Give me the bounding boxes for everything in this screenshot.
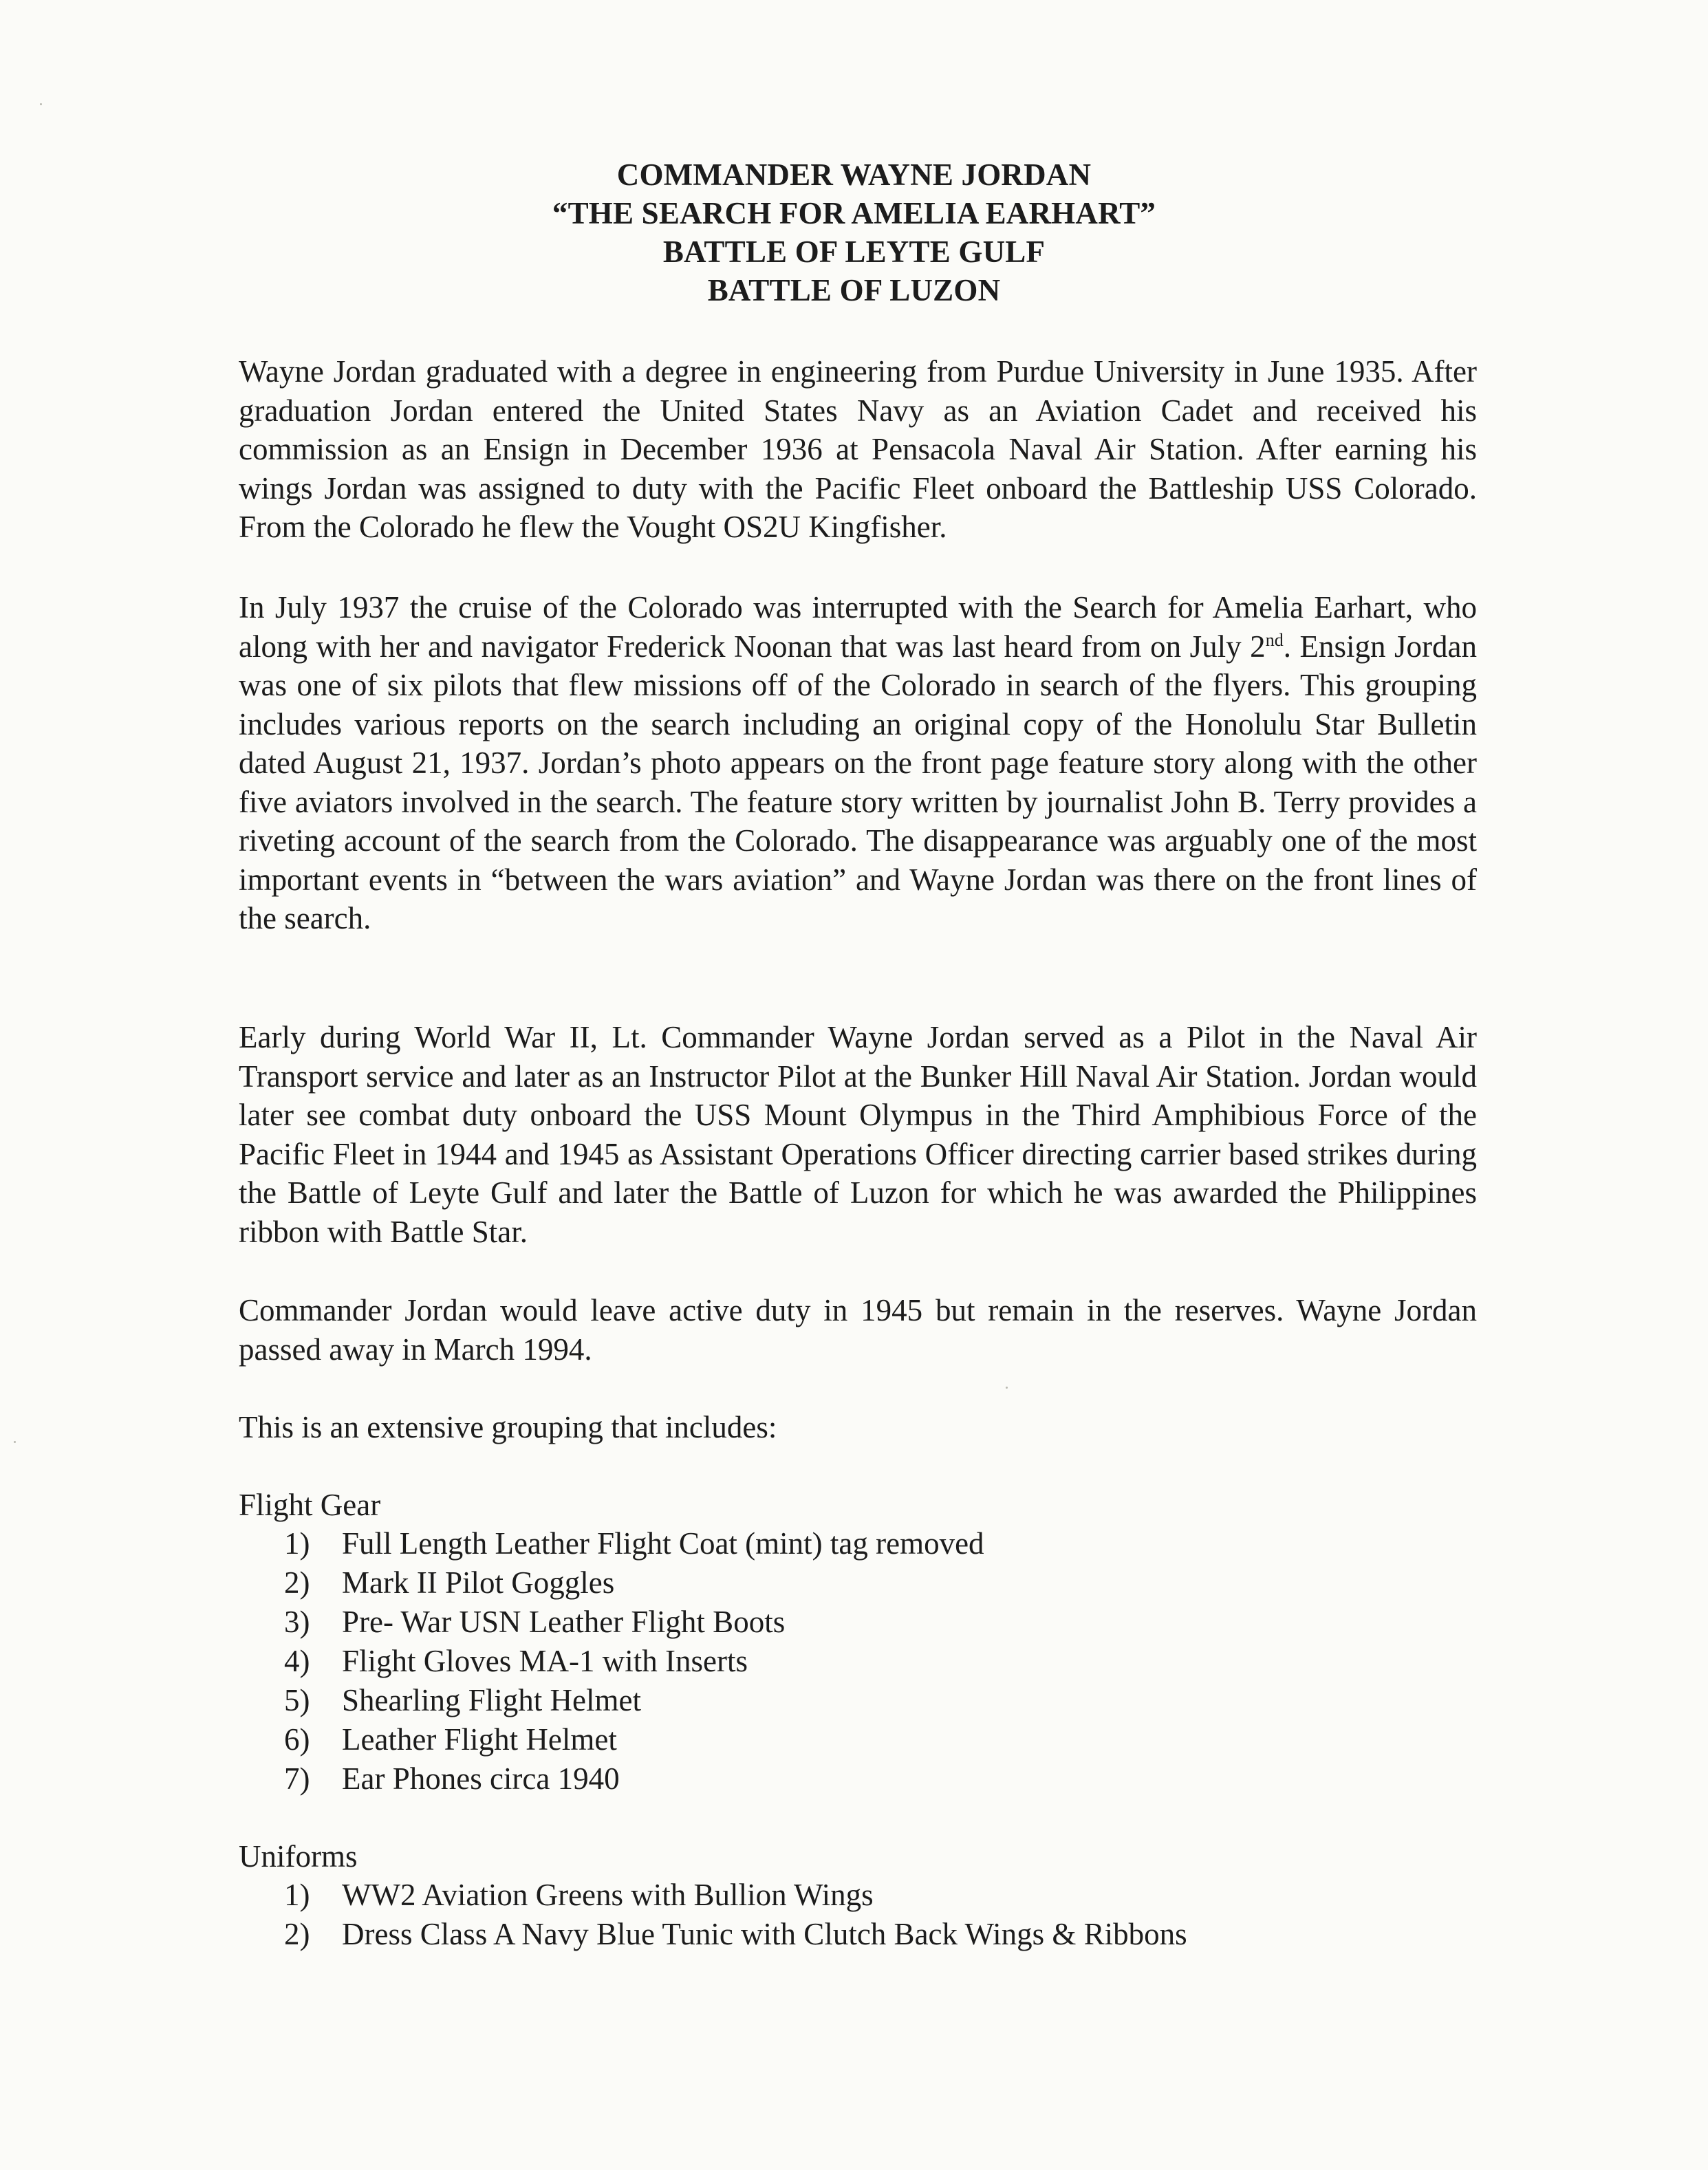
- list-item-text: Mark II Pilot Goggles: [342, 1565, 615, 1600]
- flight-gear-heading: Flight Gear: [239, 1488, 381, 1522]
- title-line-3: BATTLE OF LEYTE GULF: [662, 235, 1046, 269]
- list-item-text: Flight Gloves MA-1 with Inserts: [342, 1644, 748, 1678]
- list-item-text: Pre- War USN Leather Flight Boots: [342, 1605, 786, 1639]
- paragraph-earhart-search-part-1: In July 1937 the cruise of the Colorado was interrupted with the Search for Amelia Earhart, who along with her and navigator Frederick Noonan that was last heard from on July 2: [239, 590, 1477, 664]
- list-item: [284, 1642, 984, 1681]
- list-item: [284, 1603, 984, 1642]
- list-item-number: 2): [284, 1565, 310, 1600]
- list-item-text: Dress Class A Navy Blue Tunic with Clutch Back Wings & Ribbons: [342, 1917, 1187, 1951]
- paragraph-retirement: Commander Jordan would leave active duty in 1945 but remain in the reserves. Wayne Jordan passed away in March 1994.: [239, 1293, 1477, 1367]
- paragraph-earhart-search-part-2: . Ensign Jordan was one of six pilots that flew missions off of the Colorado in search of the flyers. This grouping includes various reports on the search including an original copy of the Honolulu Star Bulletin dated August 21, 1937. Jordan’s photo appears on the front page feature story along with the other five aviators involved in the search. The feature story written by journalist John B. Terry provides a riveting account of the search from the Colorado. The disappearance was arguably one of the most important events in “between the wars aviation” and Wayne Jordan was there on the front lines of the search.: [239, 629, 1477, 935]
- list-item-text: Full Length Leather Flight Coat (mint) tag removed: [342, 1526, 984, 1561]
- list-item-number: 3): [284, 1605, 310, 1639]
- list-item: [284, 1876, 1187, 1915]
- list-item: [284, 1524, 984, 1563]
- list-item-number: 2): [284, 1917, 310, 1951]
- list-item-number: 6): [284, 1722, 310, 1757]
- list-item-number: 1): [284, 1878, 310, 1912]
- uniforms-list: [284, 1876, 1187, 1954]
- paragraph-education: Wayne Jordan graduated with a degree in engineering from Purdue University in June 1935. After graduation Jordan entered the United States Navy as an Aviation Cadet and received his commission as an Ensign in December 1936 at Pensacola Naval Air Station. After earning his wings Jordan was assigned to duty with the Pacific Fleet onboard the Battleship USS Colorado. From the Colorado he flew the Vought OS2U Kingfisher.: [239, 354, 1477, 544]
- list-item: [284, 1915, 1187, 1954]
- list-item-text: WW2 Aviation Greens with Bullion Wings: [342, 1878, 874, 1912]
- list-item: [284, 1720, 984, 1759]
- flight-gear-list: [284, 1524, 984, 1799]
- list-item-number: 7): [284, 1761, 310, 1796]
- title-line-4: BATTLE OF LUZON: [707, 273, 1001, 307]
- paragraph-wwii-service: Early during World War II, Lt. Commander Wayne Jordan served as a Pilot in the Naval Air Transport service and later as an Instructor Pilot at the Bunker Hill Naval Air Station. Jordan would later see combat duty onboard the USS Mount Olympus in the Third Amphibious Force of the Pacific Fleet in 1944 and 1945 as Assistant Operations Officer directing carrier based strikes during the Battle of Leyte Gulf and later the Battle of Luzon for which he was awarded the Philippines ribbon with Battle Star.: [239, 1020, 1477, 1249]
- list-item-number: 4): [284, 1644, 310, 1678]
- paragraph-grouping-intro: This is an extensive grouping that includes:: [239, 1410, 777, 1444]
- list-item-number: 1): [284, 1526, 310, 1561]
- title-line-2: “THE SEARCH FOR AMELIA EARHART”: [552, 196, 1156, 230]
- title-line-1: COMMANDER WAYNE JORDAN: [616, 158, 1092, 192]
- list-item-number: 5): [284, 1683, 310, 1717]
- list-item-text: Shearling Flight Helmet: [342, 1683, 641, 1717]
- scan-speck: [40, 103, 42, 105]
- scan-speck: [14, 1441, 16, 1443]
- list-item: [284, 1681, 984, 1720]
- list-item: [284, 1563, 984, 1603]
- list-item-text: Ear Phones circa 1940: [342, 1761, 620, 1796]
- list-item-text: Leather Flight Helmet: [342, 1722, 617, 1757]
- uniforms-heading: Uniforms: [239, 1839, 358, 1874]
- ordinal-suffix: nd: [1265, 629, 1284, 650]
- scan-speck: [1006, 1387, 1008, 1389]
- list-item: [284, 1759, 984, 1799]
- document-title: [0, 155, 1708, 310]
- paragraph-earhart-search: [239, 588, 1477, 938]
